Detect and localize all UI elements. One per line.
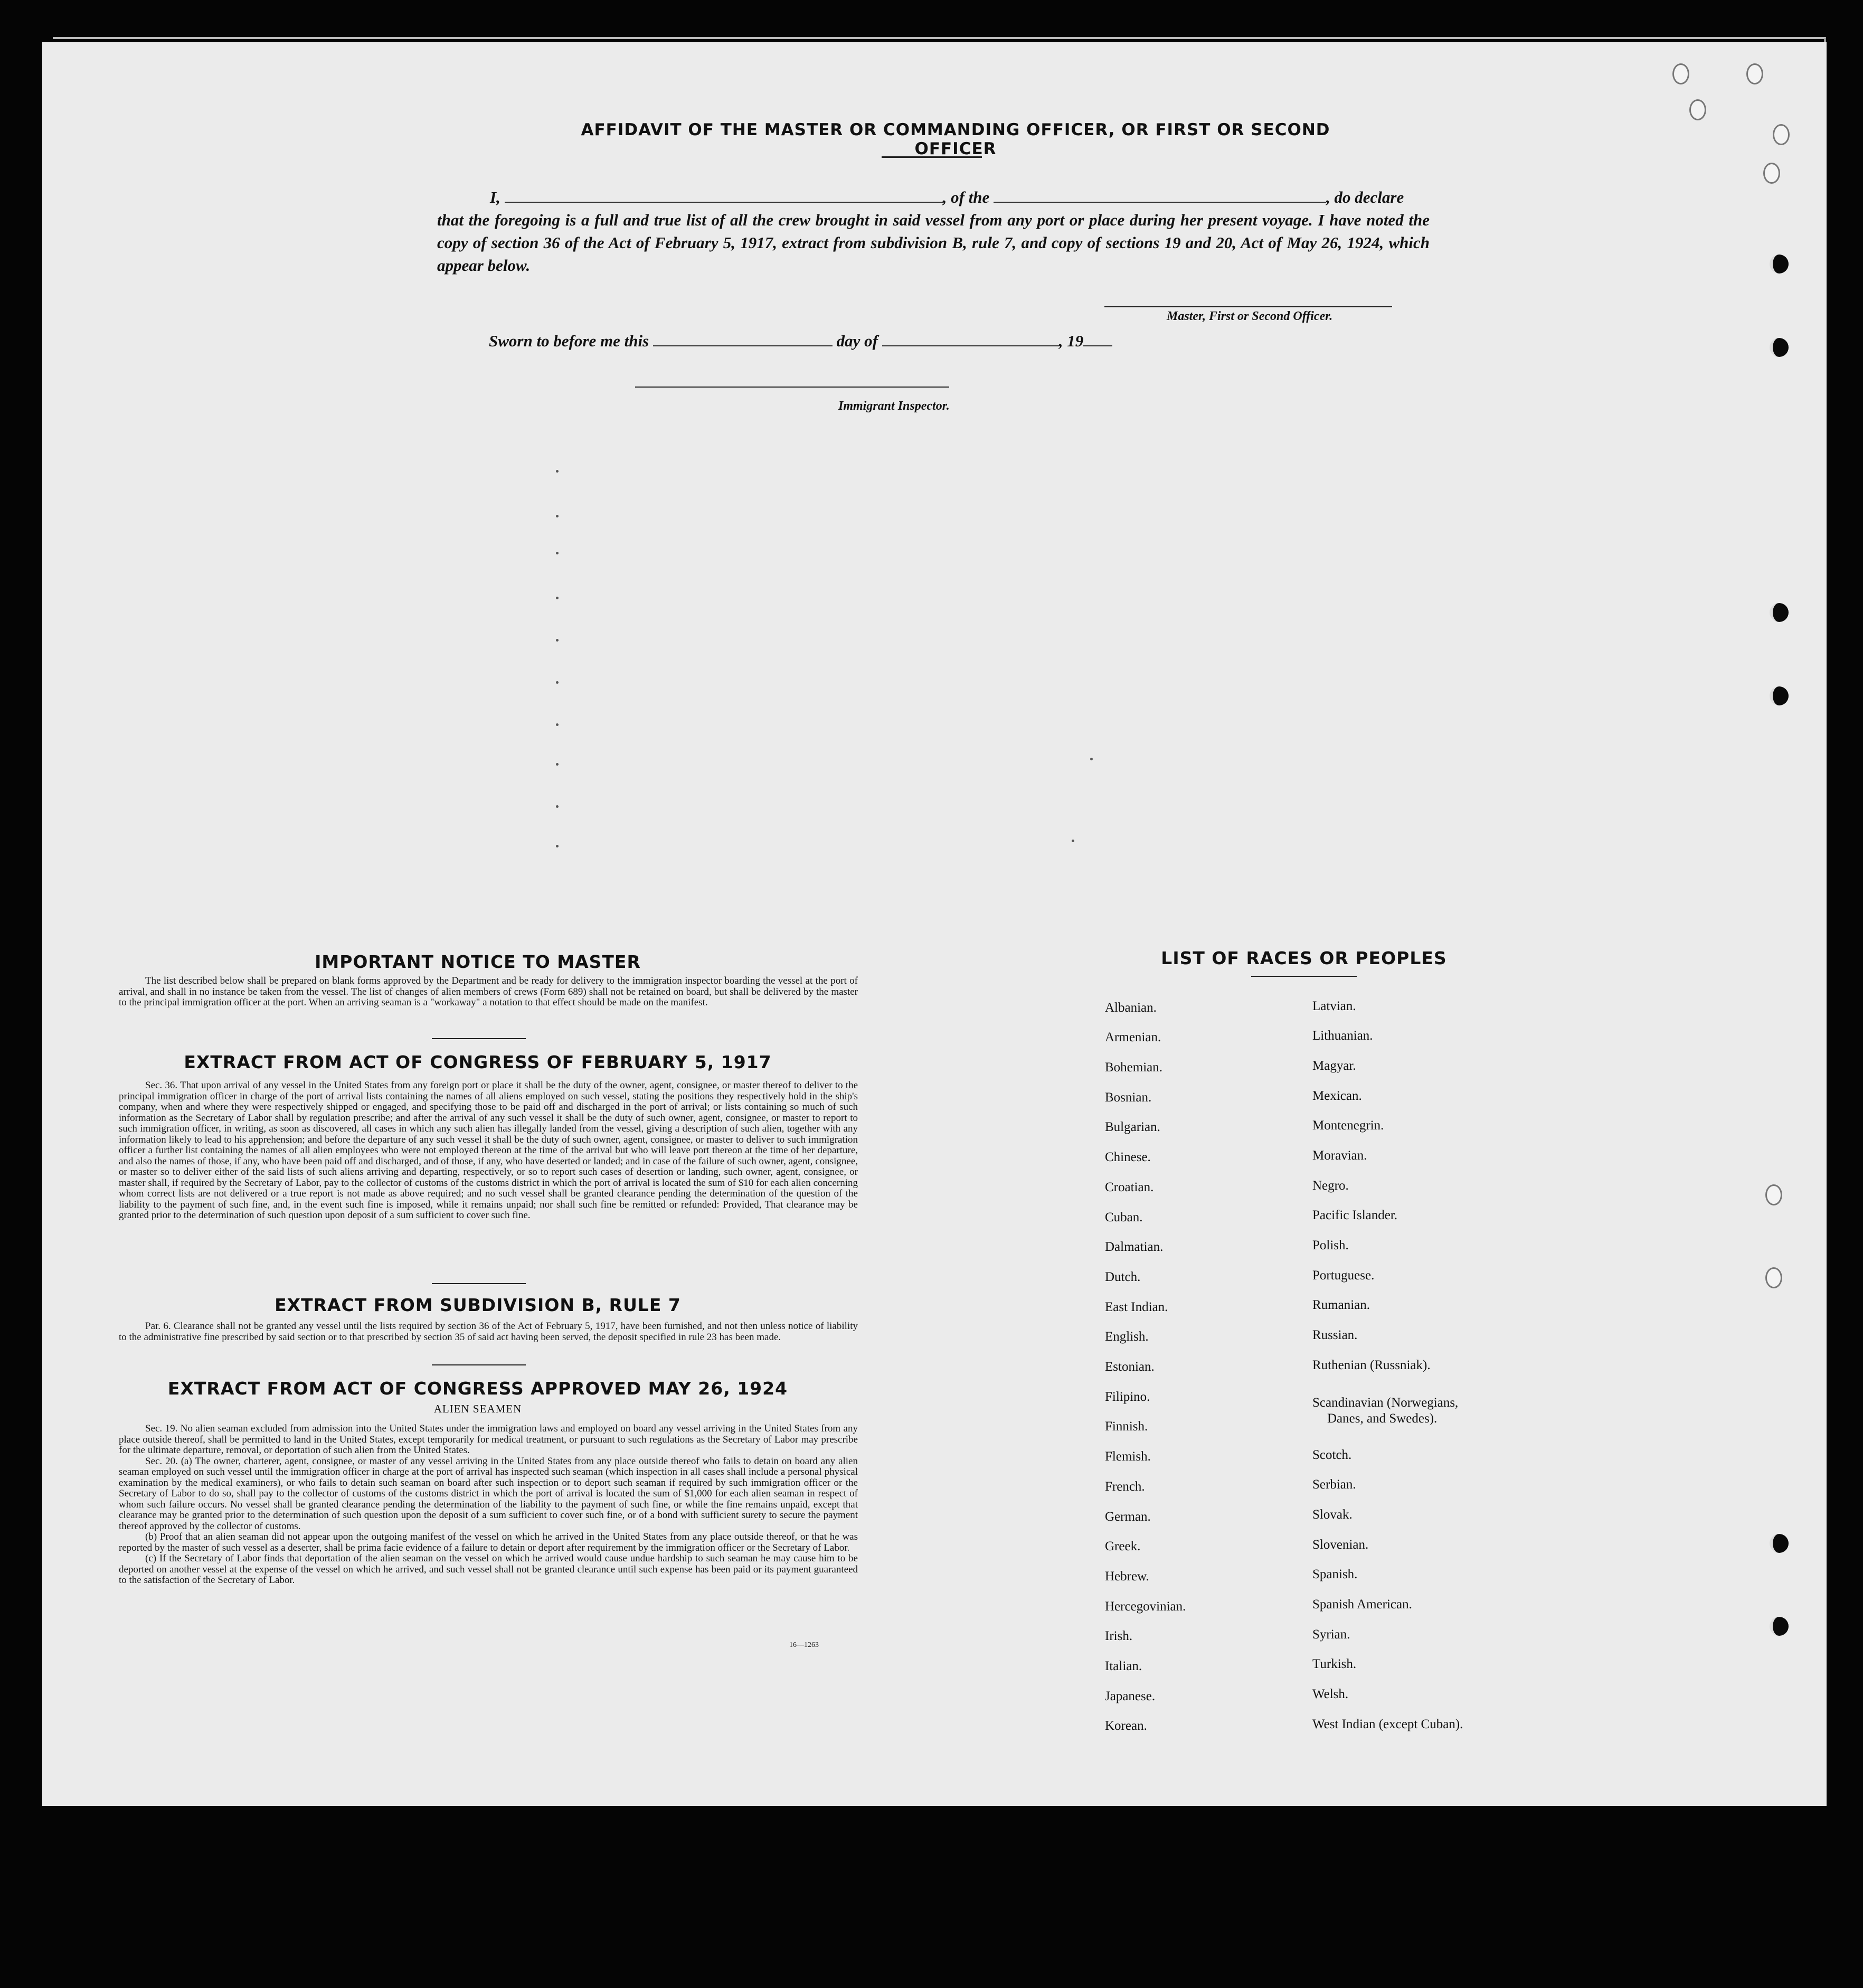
mark <box>556 639 559 642</box>
race-item: Serbian. <box>1312 1477 1356 1492</box>
races-title: LIST OF RACES OR PEOPLES <box>1161 948 1447 968</box>
mark <box>556 763 559 766</box>
binder-hole-icon <box>1765 1184 1782 1205</box>
section-19: Sec. 19. No alien seaman excluded from admission into the United States under the immigration laws and employed on board any vessel arriving in the United States from any place outside thereof, shall be permitted to land in the United States, except temporarily for medical treatment, or pursuant to such regulations as the Secretary of Labor may prescribe for the ultimate departure, removal, or deportation of such alien from the United States. <box>119 1423 858 1456</box>
binder-hole-icon <box>1770 603 1789 622</box>
section-20b: (b) Proof that an alien seaman did not appear upon the outgoing manifest of the vessel on which he arrived in the United States from any place outside thereof, or that he was reported by the master of such vessel as a deserter, shall be prima facie evidence of a failure to detain or deport after requirement by the immigration officer or the Secretary of Labor. <box>119 1531 858 1553</box>
of-the-label: , of the <box>942 188 990 206</box>
race-item: Magyar. <box>1312 1059 1356 1073</box>
race-item: Polish. <box>1312 1238 1349 1252</box>
mark <box>556 470 559 473</box>
race-item: Pacific Islander. <box>1312 1208 1398 1222</box>
binder-hole-icon <box>1689 99 1706 120</box>
alien-seamen-subtitle: ALIEN SEAMEN <box>433 1402 522 1415</box>
extract-1917-text <box>119 1080 858 1221</box>
race-item: Rumanian. <box>1312 1298 1370 1312</box>
form-number: 16—1263 <box>789 1641 819 1649</box>
section-rule <box>432 1364 526 1365</box>
race-item: Japanese. <box>1105 1689 1156 1703</box>
race-item: Dalmatian. <box>1105 1240 1164 1254</box>
section-rule <box>432 1283 526 1284</box>
binder-hole-icon <box>1672 63 1689 84</box>
race-item: Danes, and Swedes). <box>1327 1411 1438 1426</box>
race-item: Filipino. <box>1105 1390 1150 1404</box>
binder-hole-icon <box>1773 124 1790 145</box>
race-item: Welsh. <box>1312 1687 1349 1701</box>
race-item: Turkish. <box>1312 1657 1357 1671</box>
sworn-line <box>489 332 1228 351</box>
affidavit-declaration: that the foregoing is a full and true list of all the crew brought in said vessel from any port or place during her present voyage. I have noted the copy of section 36 of the Act of February 5, 1917, extract from subdivision B, rule 7, and copy of sections 19 and 20, Act of May 26, 1924, which appear below. <box>437 211 1430 275</box>
race-item: Mexican. <box>1312 1089 1362 1103</box>
mark <box>1072 840 1074 842</box>
binder-hole-icon <box>1770 1617 1789 1636</box>
year-label: , 19 <box>1058 332 1084 350</box>
do-declare-label: , do declare <box>1326 188 1404 206</box>
race-item: French. <box>1105 1480 1145 1494</box>
binder-hole-icon <box>1746 63 1763 84</box>
extract-1917-title: EXTRACT FROM ACT OF CONGRESS OF FEBRUARY 5, 1917 <box>184 1052 772 1072</box>
race-item: Albanian. <box>1105 1001 1157 1015</box>
binder-hole-icon <box>1770 1534 1789 1553</box>
inspector-signature-line[interactable] <box>635 387 949 388</box>
binder-hole-icon <box>1765 1267 1782 1288</box>
notice-title: IMPORTANT NOTICE TO MASTER <box>315 951 641 972</box>
race-item: Bulgarian. <box>1105 1120 1160 1134</box>
race-item: Korean. <box>1105 1719 1147 1733</box>
mark <box>556 515 559 517</box>
race-item: Hercegovinian. <box>1105 1599 1186 1614</box>
race-item: East Indian. <box>1105 1300 1168 1314</box>
race-item: Croatian. <box>1105 1180 1154 1194</box>
mark <box>556 845 559 847</box>
title-rule <box>882 156 982 158</box>
extract-rule7-text <box>119 1321 858 1343</box>
race-item: Montenegrin. <box>1312 1118 1384 1133</box>
race-item: Hebrew. <box>1105 1569 1149 1584</box>
sworn-year-field[interactable] <box>1083 334 1112 346</box>
race-item: Negro. <box>1312 1179 1349 1193</box>
race-item: Italian. <box>1105 1659 1142 1673</box>
race-item: Irish. <box>1105 1629 1133 1643</box>
race-item: Spanish American. <box>1312 1597 1412 1612</box>
sworn-label: Sworn to before me this <box>489 332 649 350</box>
race-item: Ruthenian (Russniak). <box>1312 1358 1431 1372</box>
mark <box>556 805 559 808</box>
section-20c: (c) If the Secretary of Labor finds that deportation of the alien seaman on the vessel on which he arrived would cause undue hardship to such seaman he may cause him to be deported on another vessel at the expense of the vessel on which he arrived, and such vessel shall not be granted clearance until such expense has been paid or its payment guaranteed to the satisfaction of the Secretary of Labor. <box>119 1553 858 1586</box>
binder-hole-icon <box>1770 338 1789 357</box>
notice-paragraph: The list described below shall be prepared on blank forms approved by the Department and be ready for delivery to the immigration inspector boarding the vessel at the port of arrival, and shall in no instance be taken from the vessel. The list of changes of alien members of crews (Form 689) shall not be retained on board, but shall be delivered by the master to the principal immigration officer at the port. When an arriving seaman is a "workaway" a notation to that effect should be made on the manifest. <box>119 975 858 1008</box>
race-item: Cuban. <box>1105 1210 1143 1224</box>
notice-text <box>119 976 858 1009</box>
mark <box>556 552 559 554</box>
race-item: Latvian. <box>1312 999 1356 1013</box>
race-item: Flemish. <box>1105 1449 1151 1464</box>
binder-hole-icon <box>1763 163 1780 184</box>
affidavit-body <box>437 186 1430 277</box>
vessel-field[interactable] <box>994 190 1326 203</box>
master-signature-label: Master, First or Second Officer. <box>1167 309 1333 323</box>
race-item: Armenian. <box>1105 1030 1161 1044</box>
sworn-month-field[interactable] <box>882 334 1059 346</box>
sworn-day-field[interactable] <box>653 334 833 346</box>
race-item: Syrian. <box>1312 1627 1350 1642</box>
race-item: Greek. <box>1105 1539 1141 1553</box>
mark <box>556 597 559 599</box>
mark <box>556 681 559 684</box>
binder-hole-icon <box>1770 255 1789 274</box>
race-item: German. <box>1105 1510 1151 1524</box>
race-item: Finnish. <box>1105 1419 1148 1434</box>
race-item: West Indian (except Cuban). <box>1312 1717 1463 1731</box>
extract-1924-text <box>119 1424 858 1586</box>
race-item: Chinese. <box>1105 1150 1151 1164</box>
race-item: Dutch. <box>1105 1270 1141 1284</box>
race-item: Scandinavian (Norwegians, <box>1312 1396 1459 1410</box>
race-item: Lithuanian. <box>1312 1029 1373 1043</box>
extract-1924-title: EXTRACT FROM ACT OF CONGRESS APPROVED MAY 26, 1924 <box>167 1378 788 1399</box>
race-item: Slovak. <box>1312 1508 1353 1522</box>
race-item: Scotch. <box>1312 1448 1352 1462</box>
day-of-label: day of <box>836 332 878 350</box>
race-item: Moravian. <box>1312 1148 1367 1163</box>
affidavit-title: AFFIDAVIT OF THE MASTER OR COMMANDING OFFICER, OR FIRST OR SECOND OFFICER <box>581 120 1330 158</box>
binder-hole-icon <box>1770 686 1789 705</box>
section-rule <box>432 1038 526 1039</box>
mark <box>556 723 559 726</box>
name-field[interactable] <box>505 190 943 203</box>
i-label: I, <box>490 188 500 206</box>
race-item: Bosnian. <box>1105 1090 1152 1105</box>
race-item: Russian. <box>1312 1328 1358 1342</box>
race-item: Spanish. <box>1312 1567 1358 1581</box>
race-item: Bohemian. <box>1105 1060 1163 1075</box>
section-36: Sec. 36. That upon arrival of any vessel in the United States from any foreign port or place it shall be the duty of the owner, agent, consignee, or master thereof to deliver to the principal immigration officer in charge of the port of arrival lists containing the names of all aliens employed on such vessel, stating the positions they respectively hold in the ship's company, when and where they were respectively shipped or engaged, and specifying those to be paid off and discharged in the port of arrival; or lists containing so much of such information as the Secretary of Labor shall by regulation prescribe; and after the arrival of any such vessel it shall be the duty of such owner, agent, consignee, or master to report to such immigration officer, in writing, as soon as discovered, all cases in which any such alien has illegally landed from the vessel, giving a description of such alien, together with any information likely to lead to his apprehension; and before the departure of any such vessel it shall be the duty of such owner, agent, consignee, or master to deliver to such immigration officer a further list containing the names of all alien employees who were not employed thereon at the time of the arrival but who will leave port thereon at the time of her departure, and also the names of those, if any, who have been paid off and discharged, and of those, if any, who have deserted or landed; and in case of the failure of such owner, agent, consignee, or master so to deliver either of the said lists of such aliens arriving and departing, respectively, or so to report such cases of desertion or landing, such owner, agent, consignee, or master shall, if required by the Secretary of Labor, pay to the collector of customs of the customs district in which the port of arrival is located the sum of $10 for each alien concerning whom correct lists are not delivered or a true report is not made as above required; and no such vessel shall be granted clearance pending the determination of the question of the liability to the payment of such fine, and, in the event such fine is imposed, while it remains unpaid; nor shall such fine be remitted or refunded: Provided, That clearance may be granted prior to the determination of such question upon deposit of a sum sufficient to cover such fine. <box>119 1080 858 1221</box>
race-item: English. <box>1105 1330 1149 1344</box>
mark <box>1090 758 1093 760</box>
affidavit-first-line <box>437 186 1430 209</box>
section-20a: Sec. 20. (a) The owner, charterer, agent, consignee, or master of any vessel arriving in the United States from any place outside thereof who fails to detain on board any alien seaman employed on such vessel until the immigration officer in charge at the port of arrival has inspected such seaman (which inspection in all cases shall include a personal physical examination by the medical examiners), or who fails to detain such seaman on board after such inspection or to deport such seaman if required by such immigration officer or the Secretary of Labor to do so, shall pay to the collector of customs of the customs district in which the port of arrival is located the sum of $1,000 for each alien seaman in respect of whom such failure occurs. No vessel shall be granted clearance pending the determination of the liability to the payment of such fine, or while the fine remains unpaid, except that clearance may be granted prior to the determination of such question upon the deposit of a sum sufficient to cover such fine, or of a bond with sufficient surety to secure the payment thereof approved by the collector of customs. <box>119 1455 858 1532</box>
race-item: Estonian. <box>1105 1360 1155 1374</box>
inspector-label: Immigrant Inspector. <box>838 399 950 413</box>
paragraph-6: Par. 6. Clearance shall not be granted any vessel until the lists required by section 36 of the Act of February 5, 1917, have been furnished, and not then unless notice of liability to the administrative fine prescribed by said section or to that prescribed by section 35 of said act having been served, the deposit specified in rule 23 has been made. <box>119 1321 858 1343</box>
race-item: Slovenian. <box>1312 1538 1369 1552</box>
races-title-rule <box>1251 976 1357 977</box>
race-item: Portuguese. <box>1312 1268 1375 1283</box>
extract-rule7-title: EXTRACT FROM SUBDIVISION B, RULE 7 <box>275 1295 681 1315</box>
master-signature-line[interactable] <box>1104 306 1392 307</box>
